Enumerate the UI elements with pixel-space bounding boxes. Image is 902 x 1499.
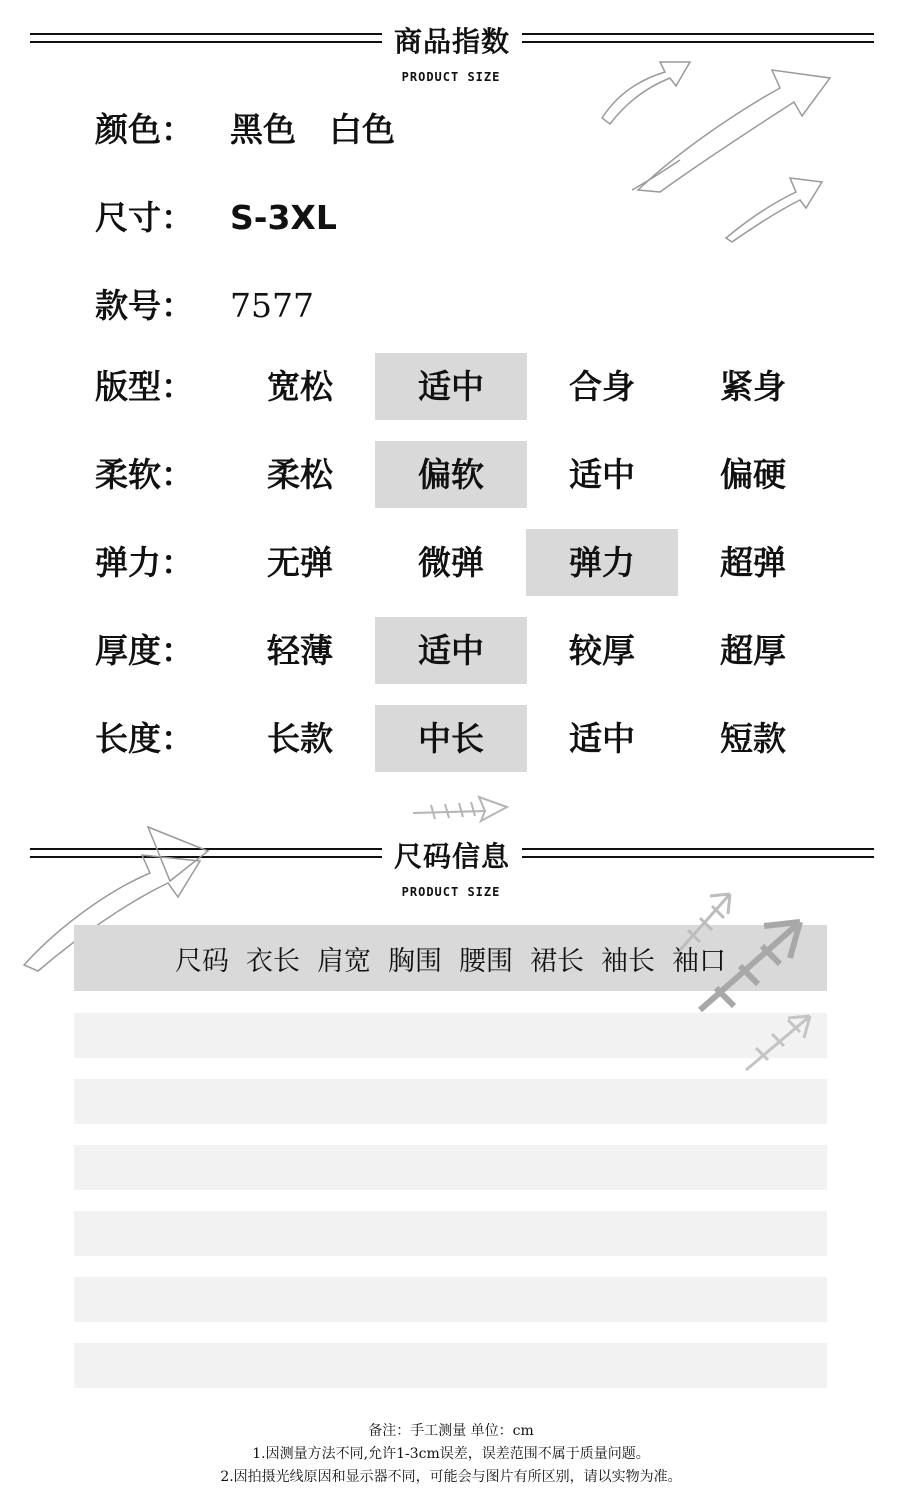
size-col-header: 袖长 <box>601 945 655 977</box>
attr-label: 版型： <box>95 367 194 406</box>
note-line: 2.因拍摄光线原因和显示器不同，可能会与图片有所区别，请以实物为准。 <box>220 1469 682 1485</box>
attr-row-elasticity <box>0 529 902 596</box>
size-col-header: 肩宽 <box>317 945 371 977</box>
header-rule-right-bottom <box>522 41 874 43</box>
attr-row-softness <box>0 441 902 508</box>
size-col-header: 尺码 <box>175 945 229 977</box>
attr-option: 超弹 <box>720 543 786 582</box>
header-rule-right-bottom <box>522 856 874 858</box>
attr-option: 合身 <box>569 367 635 406</box>
notes <box>0 1420 902 1489</box>
attr-option: 宽松 <box>267 367 333 406</box>
attr-option: 弹力 <box>526 529 678 596</box>
size-table-header <box>74 925 827 991</box>
header-rule-left-top <box>30 33 382 35</box>
section-header-size-info <box>30 835 874 875</box>
note-line: 1.因测量方法不同,允许1-3cm误差，误差范围不属于质量问题。 <box>252 1446 650 1462</box>
header-rule-right-top <box>522 33 874 35</box>
attr-row-length <box>0 705 902 772</box>
info-value: 7577 <box>230 286 314 325</box>
attr-option: 无弹 <box>267 543 333 582</box>
attr-option: 超厚 <box>720 631 786 670</box>
attr-label: 柔软： <box>95 455 194 494</box>
note-line: 备注：手工测量 单位：cm <box>368 1423 534 1439</box>
size-col-header: 裙长 <box>530 945 584 977</box>
info-value: S-3XL <box>230 198 337 237</box>
info-label: 尺寸： <box>95 198 194 237</box>
attr-option: 微弹 <box>418 543 484 582</box>
attr-option: 中长 <box>375 705 527 772</box>
attr-option: 轻薄 <box>267 631 333 670</box>
attr-option: 适中 <box>375 617 527 684</box>
table-row <box>74 1079 827 1124</box>
size-col-header: 衣长 <box>246 945 300 977</box>
attr-label: 厚度： <box>95 631 194 670</box>
attr-option: 适中 <box>375 353 527 420</box>
attr-option: 短款 <box>720 719 786 758</box>
attr-option: 偏硬 <box>720 455 786 494</box>
section-title: 商品指数 <box>393 25 511 58</box>
attr-option: 紧身 <box>720 367 786 406</box>
attr-label: 弹力： <box>95 543 194 582</box>
header-rule-left-bottom <box>30 856 382 858</box>
attr-option: 偏软 <box>375 441 527 508</box>
size-col-header: 袖口 <box>672 945 726 977</box>
arrow-doodle-icon <box>590 40 850 260</box>
section-title: 尺码信息 <box>393 840 511 873</box>
table-row <box>74 1145 827 1190</box>
header-rule-right-top <box>522 848 874 850</box>
table-row <box>74 1013 827 1058</box>
size-col-header: 腰围 <box>459 945 513 977</box>
attr-option: 较厚 <box>569 631 635 670</box>
info-row-style-number <box>95 280 314 327</box>
attr-option: 长款 <box>267 719 333 758</box>
info-row-color <box>95 104 395 151</box>
size-col-header: 胸围 <box>388 945 442 977</box>
table-row <box>74 1277 827 1322</box>
section-subtitle: PRODUCT SIZE <box>401 885 501 899</box>
attr-row-thickness <box>0 617 902 684</box>
attr-option: 柔松 <box>267 455 333 494</box>
info-label: 颜色： <box>95 110 194 149</box>
attr-row-fit <box>0 353 902 420</box>
arrow-doodle-icon <box>405 785 515 835</box>
attr-label: 长度： <box>95 719 194 758</box>
section-subtitle: PRODUCT SIZE <box>401 70 501 84</box>
info-label: 款号： <box>95 286 194 325</box>
info-value: 黑色 白色 <box>230 110 395 149</box>
header-rule-left-top <box>30 848 382 850</box>
header-rule-left-bottom <box>30 41 382 43</box>
table-row <box>74 1343 827 1388</box>
attr-option: 适中 <box>569 719 635 758</box>
info-row-size <box>95 192 337 239</box>
attr-option: 适中 <box>569 455 635 494</box>
table-row <box>74 1211 827 1256</box>
section-header-product-index <box>30 20 874 60</box>
